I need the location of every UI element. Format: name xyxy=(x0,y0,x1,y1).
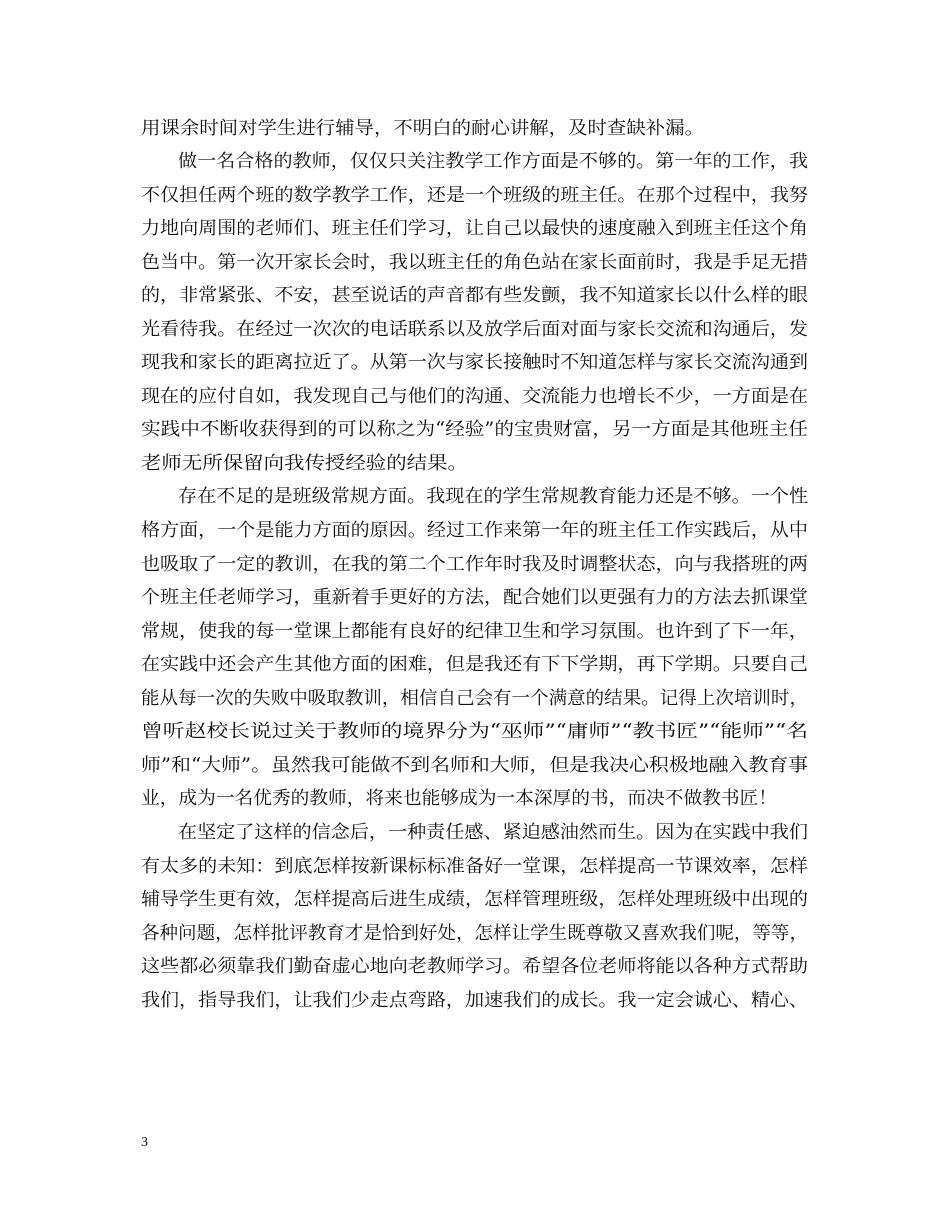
text-line xyxy=(141,717,810,747)
text-line-content: 业，成为一名优秀的教师，将来也能够成为一本深厚的书，而决不做教书匠！ xyxy=(141,788,777,809)
text-line-content: 力地向周围的老师们、班主任们学习，让自己以最快的速度融入到班主任这个角 xyxy=(141,218,808,239)
text-line-content: 用课余时间对学生进行辅导，不明白的耐心讲解，及时查缺补漏。 xyxy=(141,118,704,139)
text-line xyxy=(141,550,810,580)
text-line xyxy=(141,852,810,882)
text-line-content: 能从每一次的失败中吸取教训，相信自己会有一个满意的结果。记得上次培训时， xyxy=(141,688,808,709)
text-line xyxy=(178,482,810,512)
text-line-content: 师”和“大师”。虽然我可能做不到名师和大师，但是我决心积极地融入教育事 xyxy=(141,755,808,776)
text-line xyxy=(141,114,810,144)
text-line xyxy=(141,382,810,412)
text-line xyxy=(141,583,810,613)
text-line-content: 的，非常紧张、不安，甚至说话的声音都有些发颤，我不知道家长以什么样的眼 xyxy=(141,285,808,306)
page-number: 3 xyxy=(141,1135,148,1150)
text-line xyxy=(178,147,810,177)
text-line-content: 有太多的未知：到底怎样按新课标标准备好一堂课，怎样提高一节课效率，怎样 xyxy=(141,856,808,877)
text-line xyxy=(141,986,810,1016)
text-line-content: 曾听赵校长说过关于教师的境界分为“巫师”“庸师”“教书匠”“能师”“名 xyxy=(141,721,808,742)
text-line xyxy=(141,650,810,680)
text-line-content: 辅导学生更有效，怎样提高后进生成绩，怎样管理班级，怎样处理班级中出现的 xyxy=(141,889,808,910)
text-line xyxy=(141,315,810,345)
text-line xyxy=(141,281,810,311)
text-line xyxy=(141,885,810,915)
text-line-content: 常规，使我的每一堂课上都能有良好的纪律卫生和学习氛围。也许到了下一年， xyxy=(141,621,808,642)
text-line-content: 在实践中还会产生其他方面的困难，但是我还有下下学期，再下学期。只要自己 xyxy=(141,654,808,675)
text-line xyxy=(141,516,810,546)
text-line-content: 各种问题，怎样批评教育才是恰到好处，怎样让学生既尊敬又喜欢我们呢，等等， xyxy=(141,923,808,944)
text-line-content: 也吸取了一定的教训，在我的第二个工作年时我及时调整状态，向与我搭班的两 xyxy=(141,554,808,575)
text-line xyxy=(141,751,810,781)
text-line-content: 在坚定了这样的信念后，一种责任感、紧迫感油然而生。因为在实践中我们 xyxy=(178,822,809,843)
text-line-content: 格方面，一个是能力方面的原因。经过工作来第一年的班主任工作实践后，从中 xyxy=(141,520,808,541)
text-line-content: 色当中。第一次开家长会时，我以班主任的角色站在家长面前时，我是手足无措 xyxy=(141,252,808,273)
text-line xyxy=(141,248,810,278)
text-line-content: 个班主任老师学习，重新着手更好的方法，配合她们以更强有力的方法去抓课堂 xyxy=(141,587,808,608)
text-line-content: 光看待我。在经过一次次的电话联系以及放学后面对面与家长交流和沟通后，发 xyxy=(141,319,808,340)
text-line xyxy=(141,617,810,647)
text-line-content: 做一名合格的教师，仅仅只关注教学工作方面是不够的。第一年的工作，我 xyxy=(178,151,809,172)
text-line-content: 不仅担任两个班的数学教学工作，还是一个班级的班主任。在那个过程中，我努 xyxy=(141,185,808,206)
text-line xyxy=(141,784,810,814)
text-line-content: 这些都必须靠我们勤奋虚心地向老教师学习。希望各位老师将能以各种方式帮助 xyxy=(141,956,808,977)
text-line xyxy=(141,415,810,445)
text-line xyxy=(141,181,810,211)
text-line-content: 现在的应付自如，我发现自己与他们的沟通、交流能力也增长不少，一方面是在 xyxy=(141,386,808,407)
text-line-content: 现我和家长的距离拉近了。从第一次与家长接触时不知道怎样与家长交流沟通到 xyxy=(141,352,808,373)
text-line xyxy=(141,919,810,949)
text-line-content: 老师无所保留向我传授经验的结果。 xyxy=(141,453,468,474)
text-line xyxy=(141,449,810,479)
text-line xyxy=(141,684,810,714)
text-line-content: 实践中不断收获得到的可以称之为“经验”的宝贵财富，另一方面是其他班主任 xyxy=(141,419,808,440)
text-line xyxy=(141,952,810,982)
text-line xyxy=(141,214,810,244)
text-line xyxy=(141,348,810,378)
text-line xyxy=(178,818,810,848)
text-line-content: 存在不足的是班级常规方面。我现在的学生常规教育能力还是不够。一个性 xyxy=(178,486,809,507)
text-line-content: 我们，指导我们，让我们少走点弯路，加速我们的成长。我一定会诚心、精心、 xyxy=(141,990,808,1011)
